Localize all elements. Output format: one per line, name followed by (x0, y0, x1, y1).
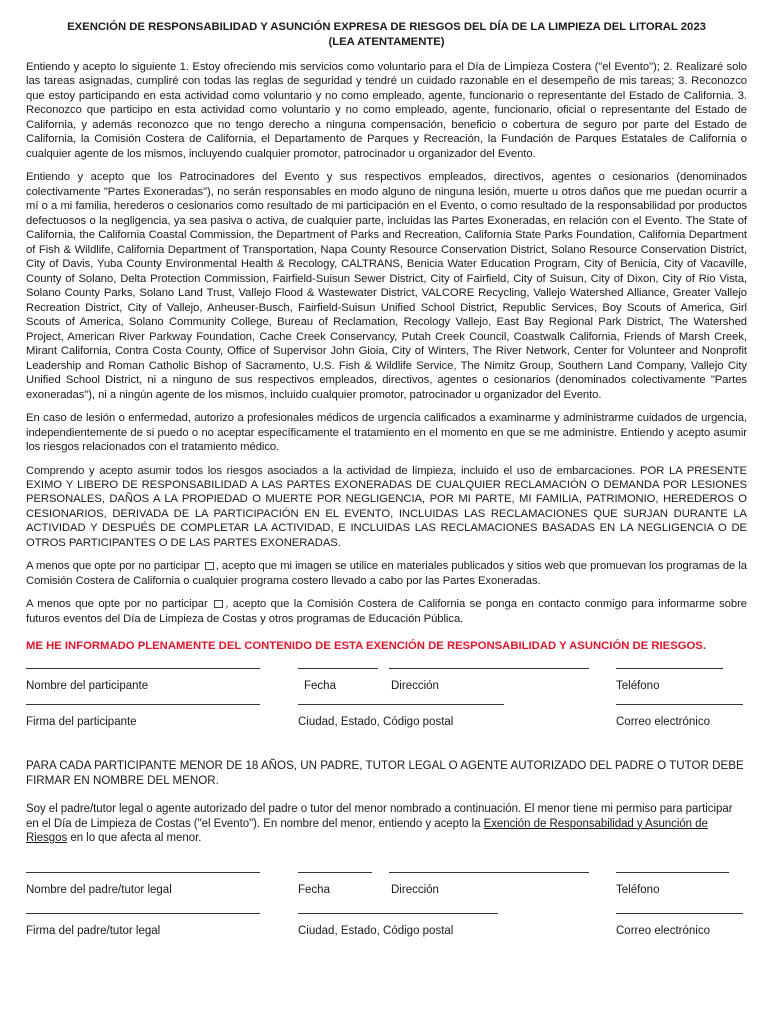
contact-consent-text-a: A menos que opte por no participar (26, 598, 208, 611)
participant-date-field[interactable] (298, 668, 378, 669)
waiver-document (26, 20, 747, 949)
participant-name-field[interactable] (26, 668, 260, 669)
paragraph-image-consent (26, 559, 747, 588)
participant-row-1 (26, 668, 747, 704)
paragraph-medical: En caso de lesión o enfermedad, autorizo a profesionales médicos de urgencia calificados a examinarme y administrarme cuidados de urgencia, independientemente de si puedo o no aceptar específicamente el tratamiento en el momento en que se me administre. Entiendo y acepto asumir los riesgos relacionados con el tratamiento médico. (26, 412, 747, 454)
title-line-1: EXENCIÓN DE RESPONSABILIDAD Y ASUNCIÓN EXPRESA DE RIESGOS DEL DÍA DE LA LIMPIEZA DEL LITORAL 2023 (67, 21, 706, 33)
guardian-email-label: Correo electrónico (616, 924, 710, 937)
paragraph-contact-consent (26, 597, 747, 626)
image-consent-text-b: , acepto que mi imagen se utilice en materiales publicados y sitios web que promuevan los programas de la Comisión Costera de California o cualquier programa costero llevado a cabo por las Partes Exoneradas. (26, 560, 747, 587)
guardian-address-label: Dirección (391, 883, 439, 896)
guardian-phone-field[interactable] (616, 872, 729, 873)
guardian-address-field[interactable] (389, 872, 589, 873)
participant-signature-label: Firma del participante (26, 716, 137, 729)
participant-phone-label: Teléfono (616, 680, 660, 693)
image-consent-text-a: A menos que opte por no participar (26, 560, 200, 573)
guardian-signature-label: Firma del padre/tutor legal (26, 924, 161, 937)
document-title (26, 20, 747, 50)
guardian-phone-label: Teléfono (616, 883, 660, 896)
guardian-email-field[interactable] (616, 913, 743, 914)
participant-date-label: Fecha (304, 680, 336, 693)
acknowledgement-notice: ME HE INFORMADO PLENAMENTE DEL CONTENIDO DE ESTA EXENCIÓN DE RESPONSABILIDAD Y ASUNCIÓN DE RIESGOS. (26, 640, 706, 653)
participant-city-label: Ciudad, Estado, Código postal (298, 716, 454, 729)
guardian-text-b: en lo que afecta al menor. (67, 832, 202, 845)
participant-name-label: Nombre del participante (26, 680, 149, 693)
guardian-date-field[interactable] (298, 872, 372, 873)
participant-email-label: Correo electrónico (616, 716, 710, 729)
guardian-name-label: Nombre del padre/tutor legal (26, 883, 172, 896)
participant-row-2 (26, 704, 747, 740)
participant-city-field[interactable] (298, 704, 504, 705)
participant-address-label: Dirección (391, 680, 439, 693)
image-opt-out-checkbox[interactable] (205, 562, 214, 570)
minor-notice: PARA CADA PARTICIPANTE MENOR DE 18 AÑOS, UN PADRE, TUTOR LEGAL O AGENTE AUTORIZADO DEL PADRE O TUTOR DEBE FIRMAR EN NOMBRE DEL MENOR. (26, 759, 744, 788)
guardian-signature-field[interactable] (26, 913, 260, 914)
contact-consent-text-b: , acepto que la Comisión Costera de California se ponga en contacto conmigo para informarme sobre futuros eventos del Día de Limpieza de Costas y otros programas de Educación Pública. (26, 598, 747, 625)
guardian-text-a: Soy el padre/tutor legal o agente autorizado del padre o tutor del menor nombrado a continuación. El menor tiene mi permiso para participar en el Día de Limpieza de Costas ("el Evento"). En nombre del menor, entiendo y acepto la (26, 803, 733, 830)
participant-address-field[interactable] (389, 668, 589, 669)
participant-email-field[interactable] (616, 704, 743, 705)
guardian-city-field[interactable] (298, 913, 498, 914)
guardian-date-label: Fecha (298, 883, 330, 896)
title-line-2: (LEA ATENTAMENTE) (328, 36, 445, 48)
paragraph-release: Comprendo y acepto asumir todos los riesgos asociados a la actividad de limpieza, incluido el uso de embarcaciones. POR LA PRESENTE EXIMO Y LIBERO DE RESPONSABILIDAD A LAS PARTES EXONERADAS DE CUALQUIER RECLAMACIÓN O DEMANDA POR LESIONES PERSONALES, DAÑOS A LA PROPIEDAD O MUERTE POR NEGLIGENCIA, POR MI PARTE, MI FAMILIA, PATRIMONIO, HEREDEROS O CESIONARIOS, DERIVADA DE LA PARTICIPACIÓN EN EL EVENTO, INCLUIDAS LAS RECLAMACIONES QUE SURJAN DURANTE LA ACTIVIDAD Y DESPUÉS DE COMPLETAR LA ACTIVIDAD, E INCLUIDAS LAS RECLAMACIONES BASADAS EN LA NEGLIGENCIA O DE OTROS PARTICIPANTES O DE LAS PARTES EXONERADAS. (26, 464, 747, 549)
guardian-city-label: Ciudad, Estado, Código postal (298, 924, 454, 937)
contact-opt-out-checkbox[interactable] (214, 600, 223, 608)
paragraph-volunteer-terms: Entiendo y acepto lo siguiente 1. Estoy ofreciendo mis servicios como voluntario para el Día de Limpieza Costera ("el Evento"); 2. Realizaré solo las tareas asignadas, cumpliré con todas las reglas de seguridad y tendré un cuidado razonable en el desempeño de mis tareas; 3. Reconozco que estoy participando en esta actividad como voluntario y no como empleado, agente, funcionario o representante del Estado de California. 3. Reconozco que participo en esta actividad como voluntario y no como empleado, agente, funcionario, oficial o representante del Estado de California, y además reconozco que no tengo derecho a ninguna compensación, beneficio o cobertura de seguro por parte del Estado de California, la Comisión Costera de California, el Departamento de Parques y Recreación, la Fundación de Parques Estatales de California o cualquier agente de los mismos, incluyendo cualquier promotor, patrocinador u organizador del Evento. (26, 61, 747, 160)
guardian-paragraph (26, 802, 747, 846)
participant-signature-field[interactable] (26, 704, 260, 705)
guardian-row-1 (26, 872, 747, 908)
guardian-row-2 (26, 913, 747, 949)
paragraph-exonerated-parties: Entiendo y acepto que los Patrocinadores del Evento y sus respectivos empleados, directivos, agentes o cesionarios (denominados colectivamente "Partes Exoneradas"), no serán responsables en modo alguno de ninguna lesión, muerte u otros daños que me puedan ocurrir a mí o a mi familia, herederos o cesionarios como resultado de mi participación en el Evento, o como resultado de la responsabilidad por productos defectuosos o la negligencia, ya sea pasiva o activa, de cualquier parte, incluidas las Partes Exoneradas, en relación con el Evento. The State of California, the California Coastal Commission, the Department of Parks and Recreation, California State Parks Foundation, California Department of Fish & Wildlife, California Department of Transportation, Napa County Resource Conservation District, Solano Resource Conservation District, City of Davis, Yuba County Environmental Health & Recology, CALTRANS, Benicia Water Education Program, City of Benicia, City of Vacaville, County of Solano, Delta Protection Commission, Fairfield-Suisun Sewer District, City of Fairfield, City of Suisun, City of Dixon, City of Rio Vista, Solano County Parks, Solano Land Trust, Vallejo Flood & Wastewater District, VALCORE Recycling, Vallejo Watershed Alliance, Greater Vallejo Recreation District, City of Vallejo, Anheuser-Busch, Fairfield-Suisun Unified School District, Republic Services, Boy Scouts of America, Girl Scouts of America, Solano Community College, Bureau of Reclamation, Recology Vallejo, East Bay Regional Park District, The Watershed Project, American River Parkway Foundation, Cache Creek Conservancy, Putah Creek Council, Coastwalk California, Friends of Marsh Creek, Mirant California, Contra Costa County, Office of Supervisor John Gioia, City of Winters, The River Network, Center for Volunteer and Nonprofit Leadership and Roman Catholic Bishop of Sacramento, U.S. Fish & Wildlife Service, The Nimitz Group, Southern Land Company, Vallejo City Unified School District, ni a ninguno de sus respectivos empleados, directivos, agentes o cesionarios (denominados colectivamente "Partes exoneradas"), ni a ningún agente de los mismos, incluido cualquier promotor, patrocinador u organizador del Evento. (26, 171, 747, 401)
guardian-name-field[interactable] (26, 872, 260, 873)
participant-phone-field[interactable] (616, 668, 723, 669)
waiver-link[interactable]: Exención de Responsabilidad y Asunción de Riesgos (26, 817, 708, 845)
